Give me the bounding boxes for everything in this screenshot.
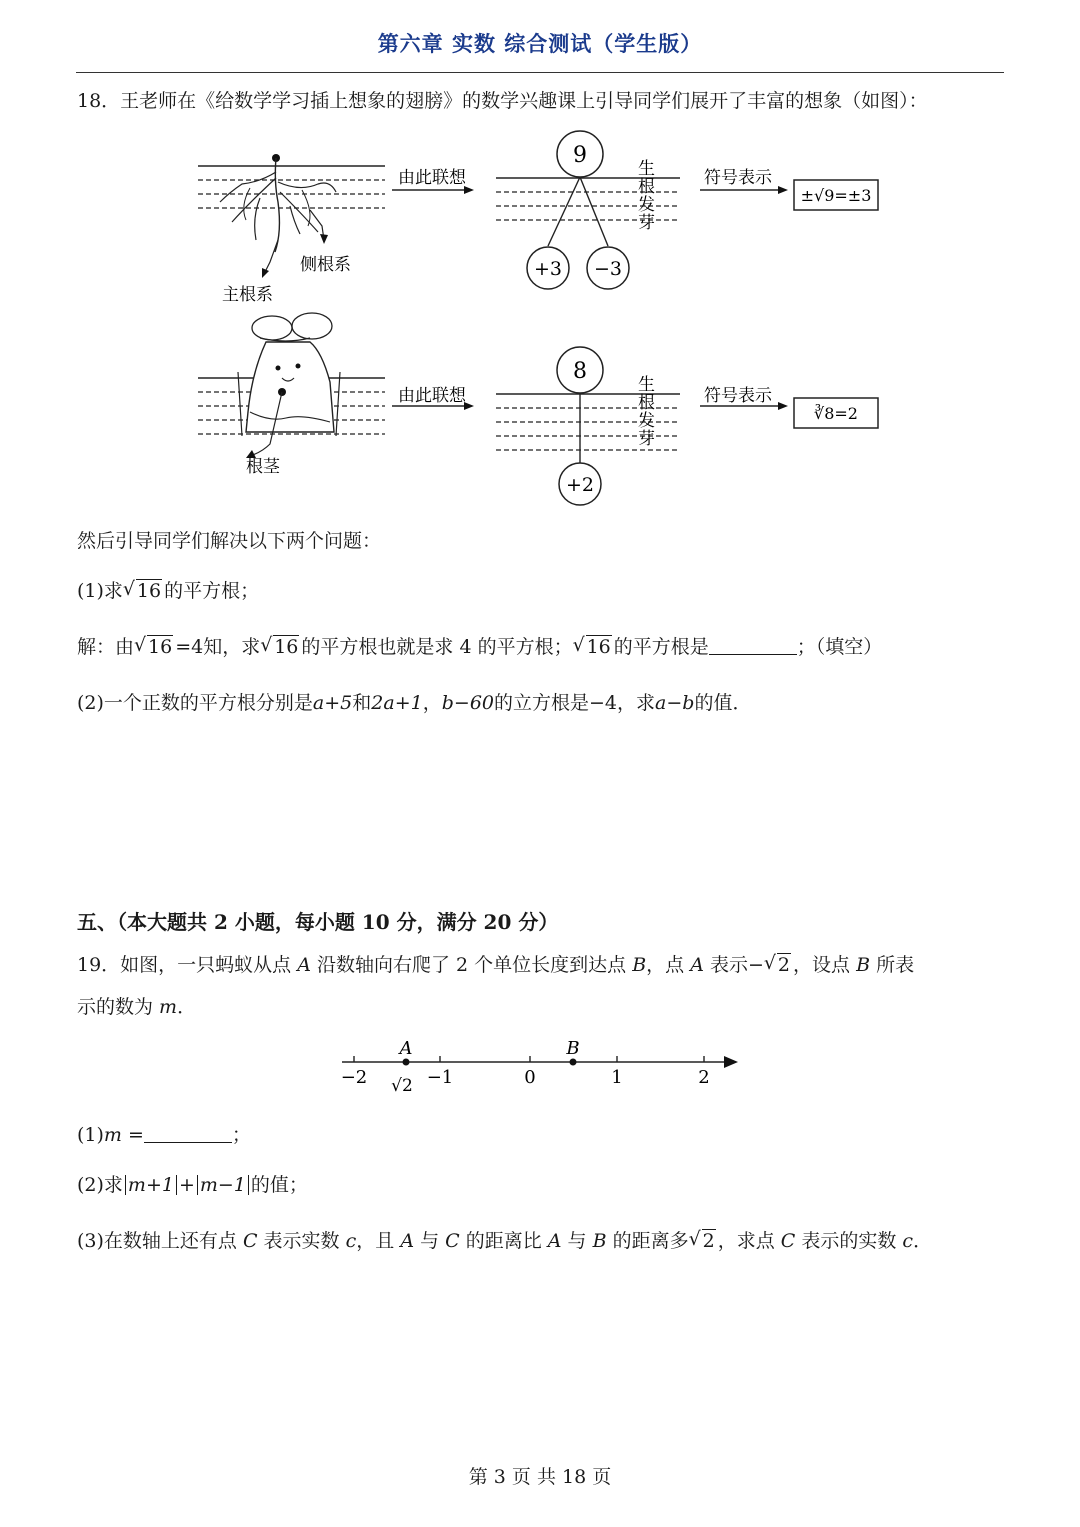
tick-1: 1 (611, 1067, 623, 1088)
answer-blank-q18[interactable] (709, 636, 797, 655)
root-system-drawing (198, 154, 385, 278)
label-b: B (566, 1038, 580, 1059)
root-stem-drawing (198, 313, 385, 458)
q18-intro: 18．王老师在《给数学学习插上想象的翅膀》的数学兴趣课上引导同学们展开了丰富的想象（如图）： (77, 90, 928, 112)
point-a (403, 1059, 410, 1066)
circle-cube-value: +2 (565, 474, 595, 496)
sqrt-16-b: √ 16 (136, 636, 173, 658)
circle-pos-value: +3 (533, 258, 563, 280)
sqrt-16-a: √ 16 (125, 580, 162, 602)
side-root-label: 侧根系 (300, 255, 351, 275)
sqrt2-label: √2 (391, 1076, 413, 1096)
q18-part1 (77, 576, 259, 603)
sqrt-2-a: √ 2 (766, 954, 791, 976)
tick-neg2: −2 (340, 1067, 368, 1088)
q18-solution: 解：由√ 16 =4知，求√ 16 的平方根也就是求 4 的平方根；√ 16 的平方根是 ；（填空） (77, 632, 882, 659)
q19-part2: (2)求 m+1 + m−1 的值； (77, 1174, 308, 1196)
side-label-bottom-4: 芽 (638, 429, 655, 449)
sqrt-16-d: √ 16 (575, 636, 612, 658)
tick-2: 2 (698, 1067, 710, 1088)
section-5-title: 五、（本大题共 2 小题，每小题 10 分，满分 20 分） (77, 910, 559, 934)
result-1: ±√9=±3 (800, 186, 872, 205)
q19-line2: 示的数为 m． (77, 996, 197, 1018)
point-b (570, 1059, 577, 1066)
page-footer: 第 3 页 共 18 页 (468, 1466, 612, 1488)
header-rule (76, 72, 1004, 73)
label-a: A (399, 1038, 413, 1059)
bottom-circle-value: 8 (573, 359, 587, 384)
tick-neg1: −1 (426, 1067, 454, 1088)
q19-part3: (3)在数轴上还有点 C 表示实数 c，且 A 与 C 的距离比 A 与 B 的距离多√ 2 ，求点 C 表示的实数 c． (77, 1226, 932, 1253)
arrow-label-4: 符号表示 (704, 386, 772, 406)
sqrt-2-b: √ 2 (691, 1230, 716, 1252)
sqrt-16-c: √ 16 (262, 636, 299, 658)
answer-blank-q19[interactable] (144, 1124, 232, 1143)
q19-part1: (1)m = ； (77, 1124, 251, 1146)
side-label-top-1: 生 (638, 159, 655, 179)
part1-suffix: 的平方根； (164, 580, 260, 602)
circle-neg-value: −3 (593, 258, 623, 280)
q18-lead: 然后引导同学们解决以下两个问题： (77, 530, 382, 552)
side-label-top-3: 发 (638, 195, 655, 215)
arrow-label-3: 由此联想 (398, 386, 466, 406)
number-line-arrow (724, 1056, 738, 1068)
result-2: ∛8=2 (814, 404, 858, 423)
side-label-bottom-2: 根 (638, 393, 655, 413)
side-label-bottom-1: 生 (638, 375, 655, 395)
q18-figure (190, 122, 910, 512)
page-header-title: 第六章 实数 综合测试（学生版） (377, 31, 703, 56)
arrow-label-1: 由此联想 (398, 168, 466, 188)
q19-line1: 19．如图，一只蚂蚁从点 A 沿数轴向右爬了 2 个单位长度到达点 B，点 A 表示−√ 2 ，设点 B 所表 (77, 950, 914, 977)
main-root-label: 主根系 (222, 285, 273, 305)
side-label-top-2: 根 (638, 177, 655, 197)
side-label-top-4: 芽 (638, 213, 655, 233)
number-line (330, 1032, 750, 1102)
top-circle-value: 9 (573, 143, 587, 168)
stem-root-label: 根茎 (246, 457, 280, 477)
side-label-bottom-3: 发 (638, 411, 655, 431)
tick-0: 0 (524, 1067, 536, 1088)
part1-prefix: (1)求 (77, 580, 123, 602)
q18-part2: (2)一个正数的平方根分别是a+5和2a+1，b−60的立方根是−4，求a−b的值． (77, 692, 752, 714)
arrow-label-2: 符号表示 (704, 168, 772, 188)
